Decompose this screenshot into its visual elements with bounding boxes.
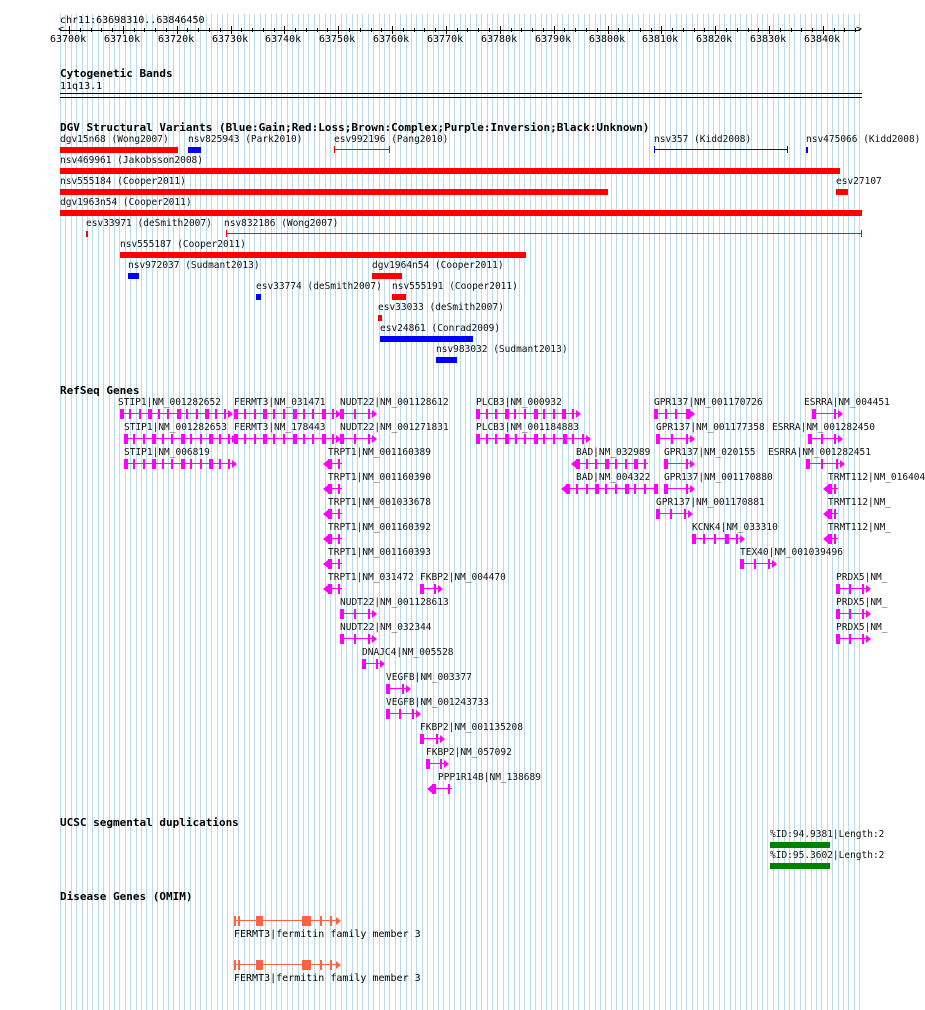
ruler-minor-tick xyxy=(166,28,167,32)
strand-arrow-icon xyxy=(380,660,385,668)
dgv-variant-label[interactable]: esv33033 (deSmith2007) xyxy=(378,302,504,313)
strand-arrow-icon xyxy=(336,961,341,969)
dgv-variant-label[interactable]: nsv983032 (Sudmant2013) xyxy=(436,344,568,355)
omim-gene-label[interactable]: FERMT3|fermitin family member 3 xyxy=(234,929,421,940)
strand-arrow-icon xyxy=(690,410,695,418)
strand-arrow-icon xyxy=(690,485,695,493)
ruler-minor-tick xyxy=(327,28,328,32)
refseq-gene-model[interactable] xyxy=(656,433,690,445)
refseq-gene-model[interactable] xyxy=(340,633,372,645)
ruler-minor-tick xyxy=(134,28,135,32)
ruler-minor-tick xyxy=(252,28,253,32)
strand-arrow-icon xyxy=(228,410,233,418)
ruler-minor-tick xyxy=(187,28,188,32)
strand-arrow-icon xyxy=(336,917,341,925)
dgv-variant-feature[interactable] xyxy=(60,147,178,153)
refseq-gene-label[interactable]: DNAJC4|NM_005528 xyxy=(362,647,454,658)
ruler-minor-tick xyxy=(155,28,156,32)
strand-arrow-icon xyxy=(372,610,377,618)
ruler-minor-tick xyxy=(360,28,361,32)
refseq-gene-label[interactable]: PRDX5|NM_ xyxy=(836,622,888,633)
dgv-variant-label[interactable]: esv33774 (deSmith2007) xyxy=(256,281,382,292)
refseq-gene-label[interactable]: FERMT3|NM_178443 xyxy=(234,422,326,433)
refseq-gene-label[interactable]: KCNK4|NM_033310 xyxy=(692,522,778,533)
strand-arrow-icon xyxy=(772,560,777,568)
strand-arrow-icon xyxy=(586,435,591,443)
ruler-minor-tick xyxy=(241,28,242,32)
dgv-variant-label[interactable]: nsv475066 (Kidd2008) xyxy=(806,134,921,145)
ruler-minor-tick xyxy=(812,28,813,32)
ruler-minor-tick xyxy=(295,28,296,32)
strand-arrow-icon xyxy=(740,535,745,543)
ruler-minor-tick xyxy=(306,28,307,32)
refseq-gene-label[interactable]: TRMT112|NM_016404 xyxy=(828,472,925,483)
ruler-minor-tick xyxy=(209,28,210,32)
refseq-gene-label[interactable]: NUDT22|NM_032344 xyxy=(340,622,432,633)
ruler-minor-tick xyxy=(726,28,727,32)
refseq-gene-model[interactable] xyxy=(340,433,372,445)
refseq-gene-model[interactable] xyxy=(828,483,838,495)
strand-arrow-icon xyxy=(323,510,328,518)
refseq-gene-label[interactable]: GPR137|NM_001177358 xyxy=(656,422,765,433)
refseq-gene-model[interactable] xyxy=(692,533,740,545)
dgv-variant-label[interactable]: nsv555187 (Cooper2011) xyxy=(120,239,246,250)
ruler-tick xyxy=(231,26,232,34)
refseq-gene-label[interactable]: TRPT1|NM_001160390 xyxy=(328,472,431,483)
refseq-gene-model[interactable] xyxy=(806,458,840,470)
ruler-tick-label: 63800k xyxy=(589,34,626,45)
ruler-tick-label: 63780k xyxy=(481,34,518,45)
ruler-tick-label: 63770k xyxy=(427,34,464,45)
ruler-minor-tick xyxy=(651,28,652,32)
dgv-variant-feature[interactable] xyxy=(372,273,402,279)
refseq-gene-model[interactable] xyxy=(664,483,690,495)
ruler-minor-tick xyxy=(737,28,738,32)
refseq-gene-model[interactable] xyxy=(328,533,342,545)
strand-arrow-icon xyxy=(438,585,443,593)
dgv-variant-label[interactable]: dgv1963n54 (Cooper2011) xyxy=(60,197,192,208)
ruler-minor-tick xyxy=(371,28,372,32)
refseq-gene-model[interactable] xyxy=(362,658,380,670)
ruler-tick xyxy=(69,26,70,34)
refseq-gene-label[interactable]: STIP1|NM_001282653 xyxy=(124,422,227,433)
refseq-gene-label[interactable]: GPR137|NM_001170881 xyxy=(656,497,765,508)
cytoband-line-top xyxy=(60,93,862,94)
strand-arrow-icon xyxy=(576,410,581,418)
refseq-gene-model[interactable] xyxy=(664,458,690,470)
ruler-minor-tick xyxy=(758,28,759,32)
refseq-gene-label[interactable]: ESRRA|NM_001282451 xyxy=(768,447,871,458)
ruler-tick xyxy=(338,26,339,34)
ruler-tick-label: 63790k xyxy=(535,34,572,45)
refseq-gene-model[interactable] xyxy=(420,583,438,595)
ruler-minor-tick xyxy=(834,28,835,32)
ruler-tick xyxy=(500,26,501,34)
ruler-tick-label: 63740k xyxy=(265,34,302,45)
refseq-gene-model[interactable] xyxy=(386,683,406,695)
ruler-tick xyxy=(661,26,662,34)
refseq-track-title[interactable]: RefSeq Genes xyxy=(60,384,140,397)
refseq-gene-model[interactable] xyxy=(328,483,342,495)
refseq-gene-label[interactable]: FKBP2|NM_001135208 xyxy=(420,722,523,733)
strand-arrow-icon xyxy=(823,485,828,493)
strand-arrow-icon xyxy=(690,460,695,468)
strand-arrow-icon xyxy=(323,585,328,593)
ruler-minor-tick xyxy=(640,28,641,32)
strand-arrow-icon xyxy=(427,785,432,793)
dgv-variant-label[interactable]: nsv469961 (Jakobsson2008) xyxy=(60,155,203,166)
ruler-tick-label: 63760k xyxy=(373,34,410,45)
refseq-gene-label[interactable]: TRPT1|NM_001160389 xyxy=(328,447,431,458)
strand-arrow-icon xyxy=(571,460,576,468)
refseq-gene-label[interactable]: GPR137|NM_001170880 xyxy=(664,472,773,483)
cytoband-track-title[interactable]: Cytogenetic Bands xyxy=(60,67,173,80)
dgv-variant-label[interactable]: nsv972037 (Sudmant2013) xyxy=(128,260,260,271)
refseq-gene-label[interactable]: TRPT1|NM_001160392 xyxy=(328,522,431,533)
ruler-tick-label: 63840k xyxy=(804,34,841,45)
ruler-tick-label: 63710k xyxy=(104,34,141,45)
ruler-minor-tick xyxy=(274,28,275,32)
refseq-gene-model[interactable] xyxy=(656,508,688,520)
ruler-minor-tick xyxy=(317,28,318,32)
strand-arrow-icon xyxy=(866,585,871,593)
ruler-tick xyxy=(554,26,555,34)
strand-arrow-icon xyxy=(232,460,237,468)
refseq-gene-label[interactable]: ESRRA|NM_004451 xyxy=(804,397,890,408)
omim-track-title[interactable]: Disease Genes (OMIM) xyxy=(60,890,193,903)
strand-arrow-icon xyxy=(838,435,843,443)
dgv-variant-feature[interactable] xyxy=(86,231,88,237)
dgv-variant-label[interactable]: esv33971 (deSmith2007) xyxy=(86,218,212,229)
strand-arrow-icon xyxy=(372,635,377,643)
dgv-variant-label[interactable]: esv27107 xyxy=(836,176,882,187)
ruler-tick xyxy=(177,26,178,34)
ruler-minor-tick xyxy=(489,28,490,32)
ruler-tick-label: 63730k xyxy=(212,34,249,45)
dgv-variant-label[interactable]: esv992196 (Pang2010) xyxy=(334,134,449,145)
refseq-gene-label[interactable]: BAD|NM_004322 xyxy=(576,472,651,483)
dgv-variant-feature[interactable] xyxy=(654,149,788,150)
segdup-label[interactable]: %ID:94.9381|Length:2 xyxy=(770,829,885,840)
refseq-gene-label[interactable]: NUDT22|NM_001128612 xyxy=(340,397,449,408)
dgv-variant-feature[interactable] xyxy=(60,168,840,174)
dgv-variant-feature[interactable] xyxy=(256,294,261,300)
ruler-minor-tick xyxy=(112,28,113,32)
ruler-minor-tick xyxy=(435,28,436,32)
ruler-minor-tick xyxy=(543,28,544,32)
ruler-minor-tick xyxy=(629,28,630,32)
strand-arrow-icon xyxy=(866,635,871,643)
ruler-tick xyxy=(392,26,393,34)
refseq-gene-model[interactable] xyxy=(828,508,838,520)
dgv-variant-feature[interactable] xyxy=(60,210,862,216)
ruler-tick xyxy=(284,26,285,34)
strand-arrow-icon xyxy=(561,485,566,493)
refseq-gene-model[interactable] xyxy=(426,758,444,770)
ruler-tick-label: 63750k xyxy=(319,34,356,45)
ruler-minor-tick xyxy=(381,28,382,32)
segdup-label[interactable]: %ID:95.3602|Length:2 xyxy=(770,850,885,861)
omim-gene-label[interactable]: FERMT3|fermitin family member 3 xyxy=(234,973,421,984)
refseq-gene-model[interactable] xyxy=(476,408,576,420)
refseq-gene-model[interactable] xyxy=(234,408,336,420)
refseq-gene-label[interactable]: TRPT1|NM_001160393 xyxy=(328,547,431,558)
refseq-gene-model[interactable] xyxy=(808,433,838,445)
strand-arrow-icon xyxy=(840,460,845,468)
dgv-variant-label[interactable]: nsv555191 (Cooper2011) xyxy=(392,281,518,292)
ruler-tick xyxy=(715,26,716,34)
refseq-gene-model[interactable] xyxy=(386,708,416,720)
ruler-arrow-icon: > xyxy=(856,24,863,35)
strand-arrow-icon xyxy=(823,510,828,518)
refseq-gene-model[interactable] xyxy=(120,408,228,420)
ruler-minor-tick xyxy=(80,28,81,32)
ruler-minor-tick xyxy=(704,28,705,32)
refseq-gene-model[interactable] xyxy=(328,458,342,470)
ruler-minor-tick xyxy=(597,28,598,32)
refseq-gene-label[interactable]: PRDX5|NM_ xyxy=(836,572,888,583)
refseq-gene-label[interactable]: FERMT3|NM_031471 xyxy=(234,397,326,408)
dgv-variant-label[interactable]: nsv357 (Kidd2008) xyxy=(654,134,752,145)
ruler-tick-label: 63810k xyxy=(642,34,679,45)
strand-arrow-icon xyxy=(823,535,828,543)
ruler-minor-tick xyxy=(683,28,684,32)
ruler-minor-tick xyxy=(198,28,199,32)
strand-arrow-icon xyxy=(688,510,693,518)
ruler-tick xyxy=(446,26,447,34)
strand-arrow-icon xyxy=(323,460,328,468)
dgv-variant-feature[interactable] xyxy=(378,315,382,321)
dgv-variant-feature[interactable] xyxy=(188,147,201,153)
ruler-minor-tick xyxy=(467,28,468,32)
refseq-gene-label[interactable]: STIP1|NM_001282652 xyxy=(118,397,221,408)
ruler-minor-tick xyxy=(694,28,695,32)
ruler-tick xyxy=(823,26,824,34)
ruler-minor-tick xyxy=(403,28,404,32)
refseq-gene-label[interactable]: TRPT1|NM_031472 xyxy=(328,572,414,583)
ruler-minor-tick xyxy=(144,28,145,32)
refseq-gene-label[interactable]: VEGFB|NM_001243733 xyxy=(386,697,489,708)
refseq-gene-label[interactable]: FKBP2|NM_057092 xyxy=(426,747,512,758)
ruler-minor-tick xyxy=(91,28,92,32)
ruler-tick-label: 63700k xyxy=(50,34,87,45)
dgv-variant-feature[interactable] xyxy=(128,273,139,279)
refseq-gene-label[interactable]: GPR137|NM_001170726 xyxy=(654,397,763,408)
ruler-minor-tick xyxy=(532,28,533,32)
refseq-gene-label[interactable]: PLCB3|NM_000932 xyxy=(476,397,562,408)
dgv-variant-feature[interactable] xyxy=(436,357,457,363)
refseq-gene-model[interactable] xyxy=(836,633,866,645)
dgv-variant-feature[interactable] xyxy=(120,252,526,258)
refseq-gene-model[interactable] xyxy=(328,508,342,520)
refseq-gene-model[interactable] xyxy=(124,433,232,445)
refseq-gene-label[interactable]: TRMT112|NM_ xyxy=(828,522,891,533)
ruler-minor-tick xyxy=(263,28,264,32)
strand-arrow-icon xyxy=(866,610,871,618)
refseq-gene-model[interactable] xyxy=(566,483,658,495)
dgv-variant-label[interactable]: nsv832186 (Wong2007) xyxy=(224,218,339,229)
ruler-minor-tick xyxy=(511,28,512,32)
dgv-variant-feature[interactable] xyxy=(334,149,390,150)
segdup-feature[interactable] xyxy=(770,842,830,848)
refseq-gene-model[interactable] xyxy=(432,783,452,795)
ruler-minor-tick xyxy=(618,28,619,32)
refseq-gene-model[interactable] xyxy=(328,558,342,570)
dgv-variant-feature[interactable] xyxy=(836,189,848,195)
strand-arrow-icon xyxy=(406,685,411,693)
dgv-track-title[interactable]: DGV Structural Variants (Blue:Gain;Red:Loss;Brown:Complex;Purple:Inversion;Black:Unknown) xyxy=(60,121,650,134)
dgv-variant-label[interactable]: dgv15n68 (Wong2007) xyxy=(60,134,169,145)
refseq-gene-model[interactable] xyxy=(836,583,866,595)
strand-arrow-icon xyxy=(323,485,328,493)
dgv-variant-label[interactable]: esv24861 (Conrad2009) xyxy=(380,323,501,334)
ruler-minor-tick xyxy=(457,28,458,32)
refseq-gene-model[interactable] xyxy=(828,533,838,545)
refseq-gene-model[interactable] xyxy=(576,458,648,470)
refseq-gene-label[interactable]: BAD|NM_032989 xyxy=(576,447,651,458)
strand-arrow-icon xyxy=(838,410,843,418)
refseq-gene-label[interactable]: TRPT1|NM_001033678 xyxy=(328,497,431,508)
ruler-minor-tick xyxy=(414,28,415,32)
refseq-gene-label[interactable]: TEX40|NM_001039496 xyxy=(740,547,843,558)
dgv-variant-feature[interactable] xyxy=(60,189,608,195)
refseq-gene-label[interactable]: TRMT112|NM_ xyxy=(828,497,891,508)
dgv-variant-feature[interactable] xyxy=(392,294,406,300)
dgv-variant-feature[interactable] xyxy=(806,147,808,153)
refseq-gene-label[interactable]: NUDT22|NM_001128613 xyxy=(340,597,449,608)
dgv-variant-label[interactable]: dgv1964n54 (Cooper2011) xyxy=(372,260,504,271)
dgv-variant-label[interactable]: nsv555184 (Cooper2011) xyxy=(60,176,186,187)
ruler-tick xyxy=(123,26,124,34)
refseq-gene-model[interactable] xyxy=(234,433,336,445)
refseq-gene-label[interactable]: FKBP2|NM_004470 xyxy=(420,572,506,583)
refseq-gene-model[interactable] xyxy=(124,458,232,470)
ruler-minor-tick xyxy=(791,28,792,32)
ruler-minor-tick xyxy=(801,28,802,32)
refseq-gene-model[interactable] xyxy=(328,583,342,595)
ruler-minor-tick xyxy=(521,28,522,32)
refseq-gene-label[interactable]: VEGFB|NM_003377 xyxy=(386,672,472,683)
ruler-tick xyxy=(608,26,609,34)
refseq-gene-label[interactable]: PLCB3|NM_001184883 xyxy=(476,422,579,433)
refseq-gene-model[interactable] xyxy=(812,408,838,420)
refseq-gene-label[interactable]: STIP1|NM_006819 xyxy=(124,447,210,458)
cytoband-label: 11q13.1 xyxy=(60,81,103,92)
refseq-gene-model[interactable] xyxy=(476,433,586,445)
refseq-gene-model[interactable] xyxy=(654,408,690,420)
ruler-tick-label: 63820k xyxy=(696,34,733,45)
ruler-minor-tick xyxy=(564,28,565,32)
strand-arrow-icon xyxy=(372,435,377,443)
refseq-gene-label[interactable]: GPR137|NM_020155 xyxy=(664,447,756,458)
ruler-tick-label: 63720k xyxy=(158,34,195,45)
dgv-variant-feature[interactable] xyxy=(380,336,473,342)
ruler-minor-tick xyxy=(780,28,781,32)
ruler-tick-label: 63830k xyxy=(750,34,787,45)
strand-arrow-icon xyxy=(323,535,328,543)
strand-arrow-icon xyxy=(440,735,445,743)
ruler-minor-tick xyxy=(748,28,749,32)
strand-arrow-icon xyxy=(690,435,695,443)
ruler-minor-tick xyxy=(844,28,845,32)
dgv-variant-label[interactable]: nsv825943 (Park2010) xyxy=(188,134,303,145)
segdup-track-title[interactable]: UCSC segmental duplications xyxy=(60,816,239,829)
segdup-feature[interactable] xyxy=(770,863,830,869)
refseq-gene-label[interactable]: PRDX5|NM_ xyxy=(836,597,888,608)
strand-arrow-icon xyxy=(444,760,449,768)
cytoband-line-bottom xyxy=(60,97,862,98)
dgv-variant-feature[interactable] xyxy=(226,233,862,234)
refseq-gene-label[interactable]: PPP1R14B|NM_138689 xyxy=(438,772,541,783)
ruler-minor-tick xyxy=(586,28,587,32)
ruler-minor-tick xyxy=(101,28,102,32)
ruler-tick xyxy=(769,26,770,34)
strand-arrow-icon xyxy=(372,410,377,418)
strand-arrow-icon xyxy=(323,560,328,568)
refseq-gene-model[interactable] xyxy=(740,558,772,570)
refseq-gene-label[interactable]: NUDT22|NM_001271831 xyxy=(340,422,449,433)
ruler-arrow-icon: < xyxy=(58,24,65,35)
omim-gene-model[interactable] xyxy=(234,915,336,927)
ruler-minor-tick xyxy=(478,28,479,32)
position-label: chr11:63698310..63846450 xyxy=(60,15,205,26)
ruler-minor-tick xyxy=(220,28,221,32)
ruler-axis xyxy=(60,30,860,31)
refseq-gene-model[interactable] xyxy=(340,408,372,420)
refseq-gene-model[interactable] xyxy=(420,733,440,745)
strand-arrow-icon xyxy=(416,710,421,718)
refseq-gene-model[interactable] xyxy=(836,608,866,620)
ruler-minor-tick xyxy=(672,28,673,32)
refseq-gene-model[interactable] xyxy=(340,608,372,620)
ruler-minor-tick xyxy=(424,28,425,32)
ruler-minor-tick xyxy=(349,28,350,32)
ruler-minor-tick xyxy=(575,28,576,32)
refseq-gene-label[interactable]: ESRRA|NM_001282450 xyxy=(772,422,875,433)
omim-gene-model[interactable] xyxy=(234,959,336,971)
